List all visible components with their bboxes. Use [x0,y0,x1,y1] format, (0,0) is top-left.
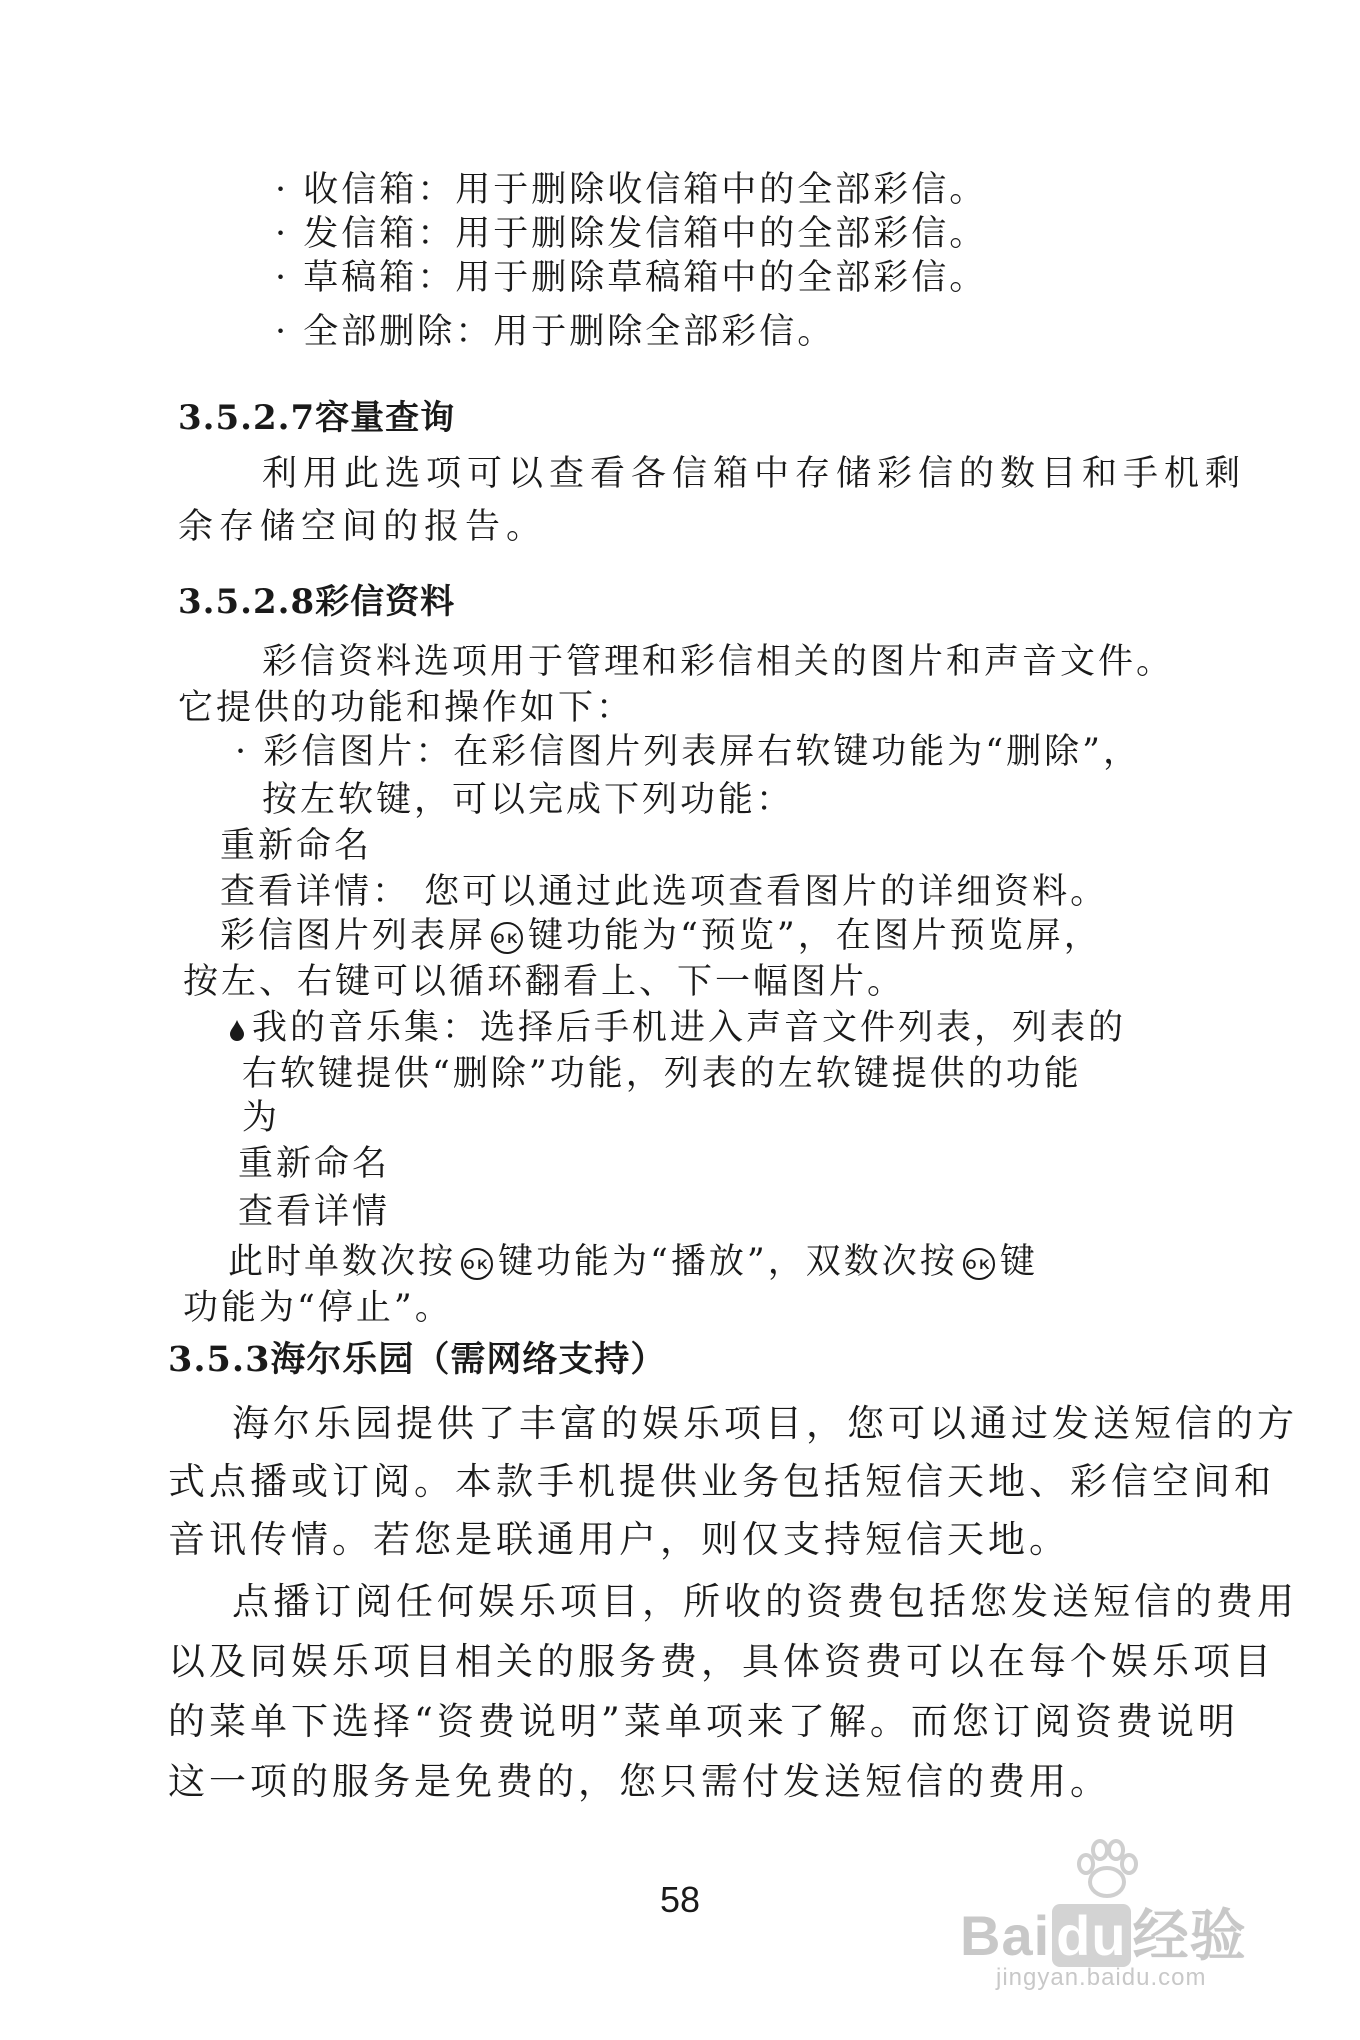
bullet-inbox: · 收信箱：用于删除收信箱中的全部彩信。 [275,170,988,210]
heading-3528: 3.5.2.8彩信资料 [178,582,456,622]
para-353-2-line3: 的菜单下选择“资费说明”菜单项来了解。而您订阅资费说明 [168,1700,1239,1743]
heading-353: 3.5.3海尔乐园（需网络支持） [168,1339,667,1380]
svg-text:OK: OK [965,1255,993,1272]
heading-3527: 3.5.2.7容量查询 [178,398,456,438]
play-line1: 此时单数次按 OK 键功能为“播放”，双数次按 OK 键 [228,1242,1038,1282]
para-353-2-line2: 以及同娱乐项目相关的服务费，具体资费可以在每个娱乐项目 [168,1640,1275,1683]
bullet-mms-pictures-cont: 按左软键，可以完成下列功能： [262,780,795,820]
play-line2: 功能为“停止”。 [183,1288,453,1328]
para-3527-line1: 利用此选项可以查看各信箱中存储彩信的数目和手机剩 [262,454,1247,494]
ok-key-icon [490,921,524,955]
bullet-my-music-cont1: 右软键提供“删除”功能，列表的左软键提供的功能 [242,1054,1082,1094]
option-rename: 重新命名 [220,826,373,866]
bullet-mms-pictures: · 彩信图片：在彩信图片列表屏右软键功能为“删除”， [235,732,1142,772]
para-353-2-line4: 这一项的服务是免费的，您只需付发送短信的费用。 [168,1760,1111,1803]
para-3527-line2: 余存储空间的报告。 [178,507,548,547]
bullet-my-music: 我的音乐集：选择后手机进入声音文件列表，列表的 [228,1006,1126,1050]
para-353-1-line2: 式点播或订阅。本款手机提供业务包括短信天地、彩信空间和 [168,1460,1275,1503]
svg-text:OK: OK [493,929,521,946]
music-option-rename: 重新命名 [238,1144,391,1184]
baidu-watermark [960,1830,1340,2000]
bullet-drafts: · 草稿箱：用于删除草稿箱中的全部彩信。 [275,258,988,298]
svg-text:OK: OK [463,1255,491,1272]
music-option-details: 查看详情 [238,1192,391,1232]
preview-line1: 彩信图片列表屏 OK 键功能为“预览”，在图片预览屏， [220,916,1102,956]
bullet-outbox: · 发信箱：用于删除发信箱中的全部彩信。 [275,214,988,254]
para-353-2-line1: 点播订阅任何娱乐项目，所收的资费包括您发送短信的费用 [232,1580,1298,1623]
para-3528-intro1: 彩信资料选项用于管理和彩信相关的图片和声音文件。 [262,642,1175,682]
ok-key-icon [460,1247,494,1281]
page-number: 58 [659,1879,701,1920]
watermark-brand: Bai du 经验 [960,1904,1247,1969]
bullet-drop-icon [228,1018,246,1042]
para-353-1-line1: 海尔乐园提供了丰富的娱乐项目，您可以通过发送短信的方 [232,1402,1298,1445]
watermark-url: jingyan.baidu.com [996,1964,1207,1991]
bullet-delete-all: · 全部删除：用于删除全部彩信。 [275,312,836,352]
para-353-1-line3: 音讯传情。若您是联通用户，则仅支持短信天地。 [168,1518,1070,1561]
ok-key-icon [962,1247,996,1281]
preview-line2: 按左、右键可以循环翻看上、下一幅图片。 [183,962,906,1002]
para-3528-intro2: 它提供的功能和操作如下： [178,688,635,728]
option-details: 查看详情： 您可以通过此选项查看图片的详细资料。 [220,872,1109,912]
bullet-my-music-cont2: 为 [242,1098,281,1138]
